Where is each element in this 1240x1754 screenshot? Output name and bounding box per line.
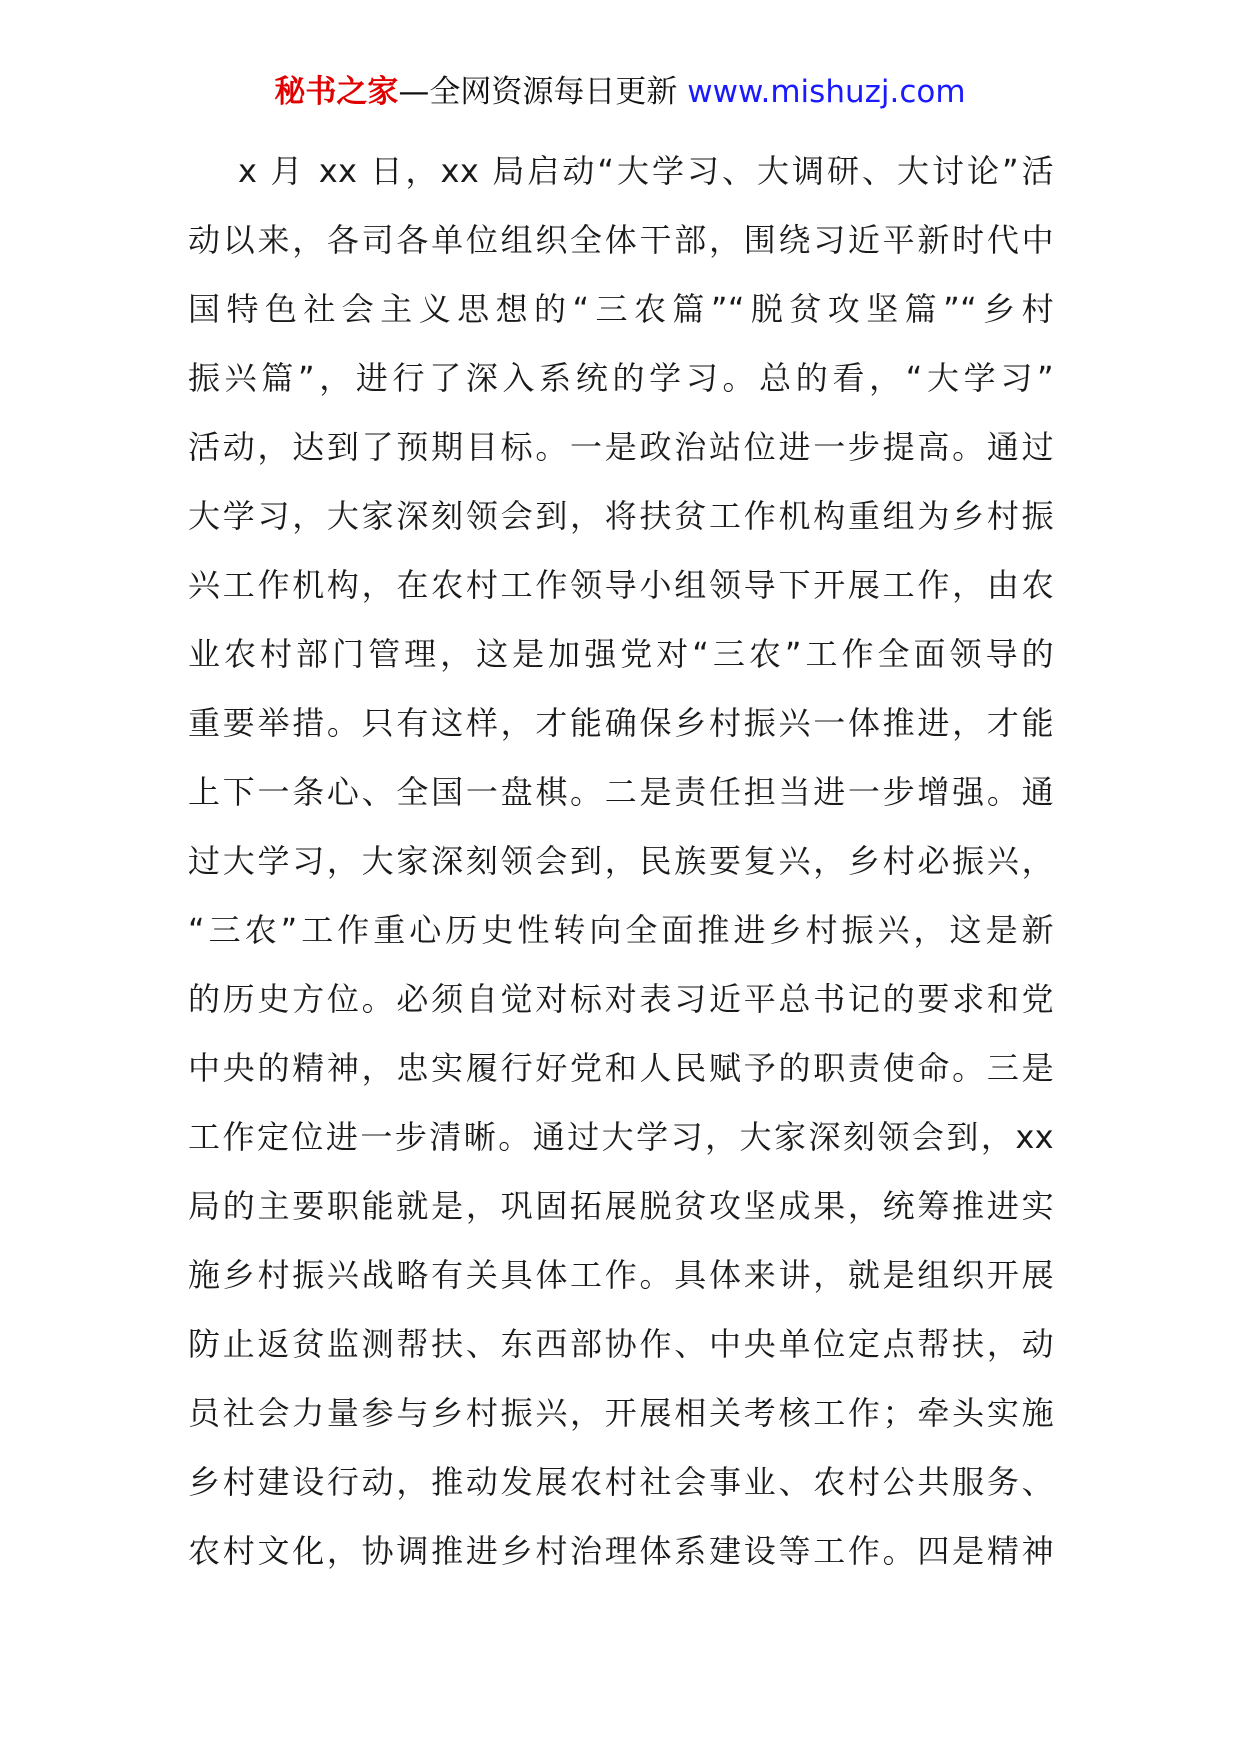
body-line: 上下一条心、全国一盘棋。二是责任担当进一步增强。通 xyxy=(188,773,1054,811)
body-line: 振兴篇”，进行了深入系统的学习。总的看，“大学习” xyxy=(188,359,1054,397)
body-line: 施乡村振兴战略有关具体工作。具体来讲，就是组织开展 xyxy=(188,1256,1054,1294)
body-line: 过大学习，大家深刻领会到，民族要复兴，乡村必振兴， xyxy=(188,842,1054,880)
body-line: 工作定位进一步清晰。通过大学习，大家深刻领会到，xx xyxy=(188,1118,1054,1156)
body-line: x 月 xx 日，xx 局启动“大学习、大调研、大讨论”活 xyxy=(238,152,1054,190)
body-line: 局的主要职能就是，巩固拓展脱贫攻坚成果，统筹推进实 xyxy=(188,1187,1054,1225)
body-line: 防止返贫监测帮扶、东西部协作、中央单位定点帮扶，动 xyxy=(188,1325,1054,1363)
body-line: 中央的精神，忠实履行好党和人民赋予的职责使命。三是 xyxy=(188,1049,1054,1087)
body-line: 动以来，各司各单位组织全体干部，围绕习近平新时代中 xyxy=(188,221,1054,259)
body-line: 大学习，大家深刻领会到，将扶贫工作机构重组为乡村振 xyxy=(188,497,1054,535)
header-brand: 秘书之家 xyxy=(274,74,399,110)
header-tagline: —全网资源每日更新 xyxy=(398,74,678,110)
body-line: 业农村部门管理，这是加强党对“三农”工作全面领导的 xyxy=(188,635,1054,673)
body-line: 活动，达到了预期目标。一是政治站位进一步提高。通过 xyxy=(188,428,1054,466)
body-line: 国特色社会主义思想的“三农篇”“脱贫攻坚篇”“乡村 xyxy=(188,290,1054,328)
body-paragraph xyxy=(188,137,1054,1586)
body-line: 乡村建设行动，推动发展农村社会事业、农村公共服务、 xyxy=(188,1463,1054,1501)
page-header xyxy=(0,72,1240,112)
body-line: 重要举措。只有这样，才能确保乡村振兴一体推进，才能 xyxy=(188,704,1054,742)
header-url-link[interactable]: www.mishuzj.com xyxy=(687,74,966,110)
body-line: 的历史方位。必须自觉对标对表习近平总书记的要求和党 xyxy=(188,980,1054,1018)
body-line: 兴工作机构，在农村工作领导小组领导下开展工作，由农 xyxy=(188,566,1054,604)
body-line: 农村文化，协调推进乡村治理体系建设等工作。四是精神 xyxy=(188,1532,1054,1570)
body-line: “三农”工作重心历史性转向全面推进乡村振兴，这是新 xyxy=(188,911,1054,949)
body-line: 员社会力量参与乡村振兴，开展相关考核工作；牵头实施 xyxy=(188,1394,1054,1432)
